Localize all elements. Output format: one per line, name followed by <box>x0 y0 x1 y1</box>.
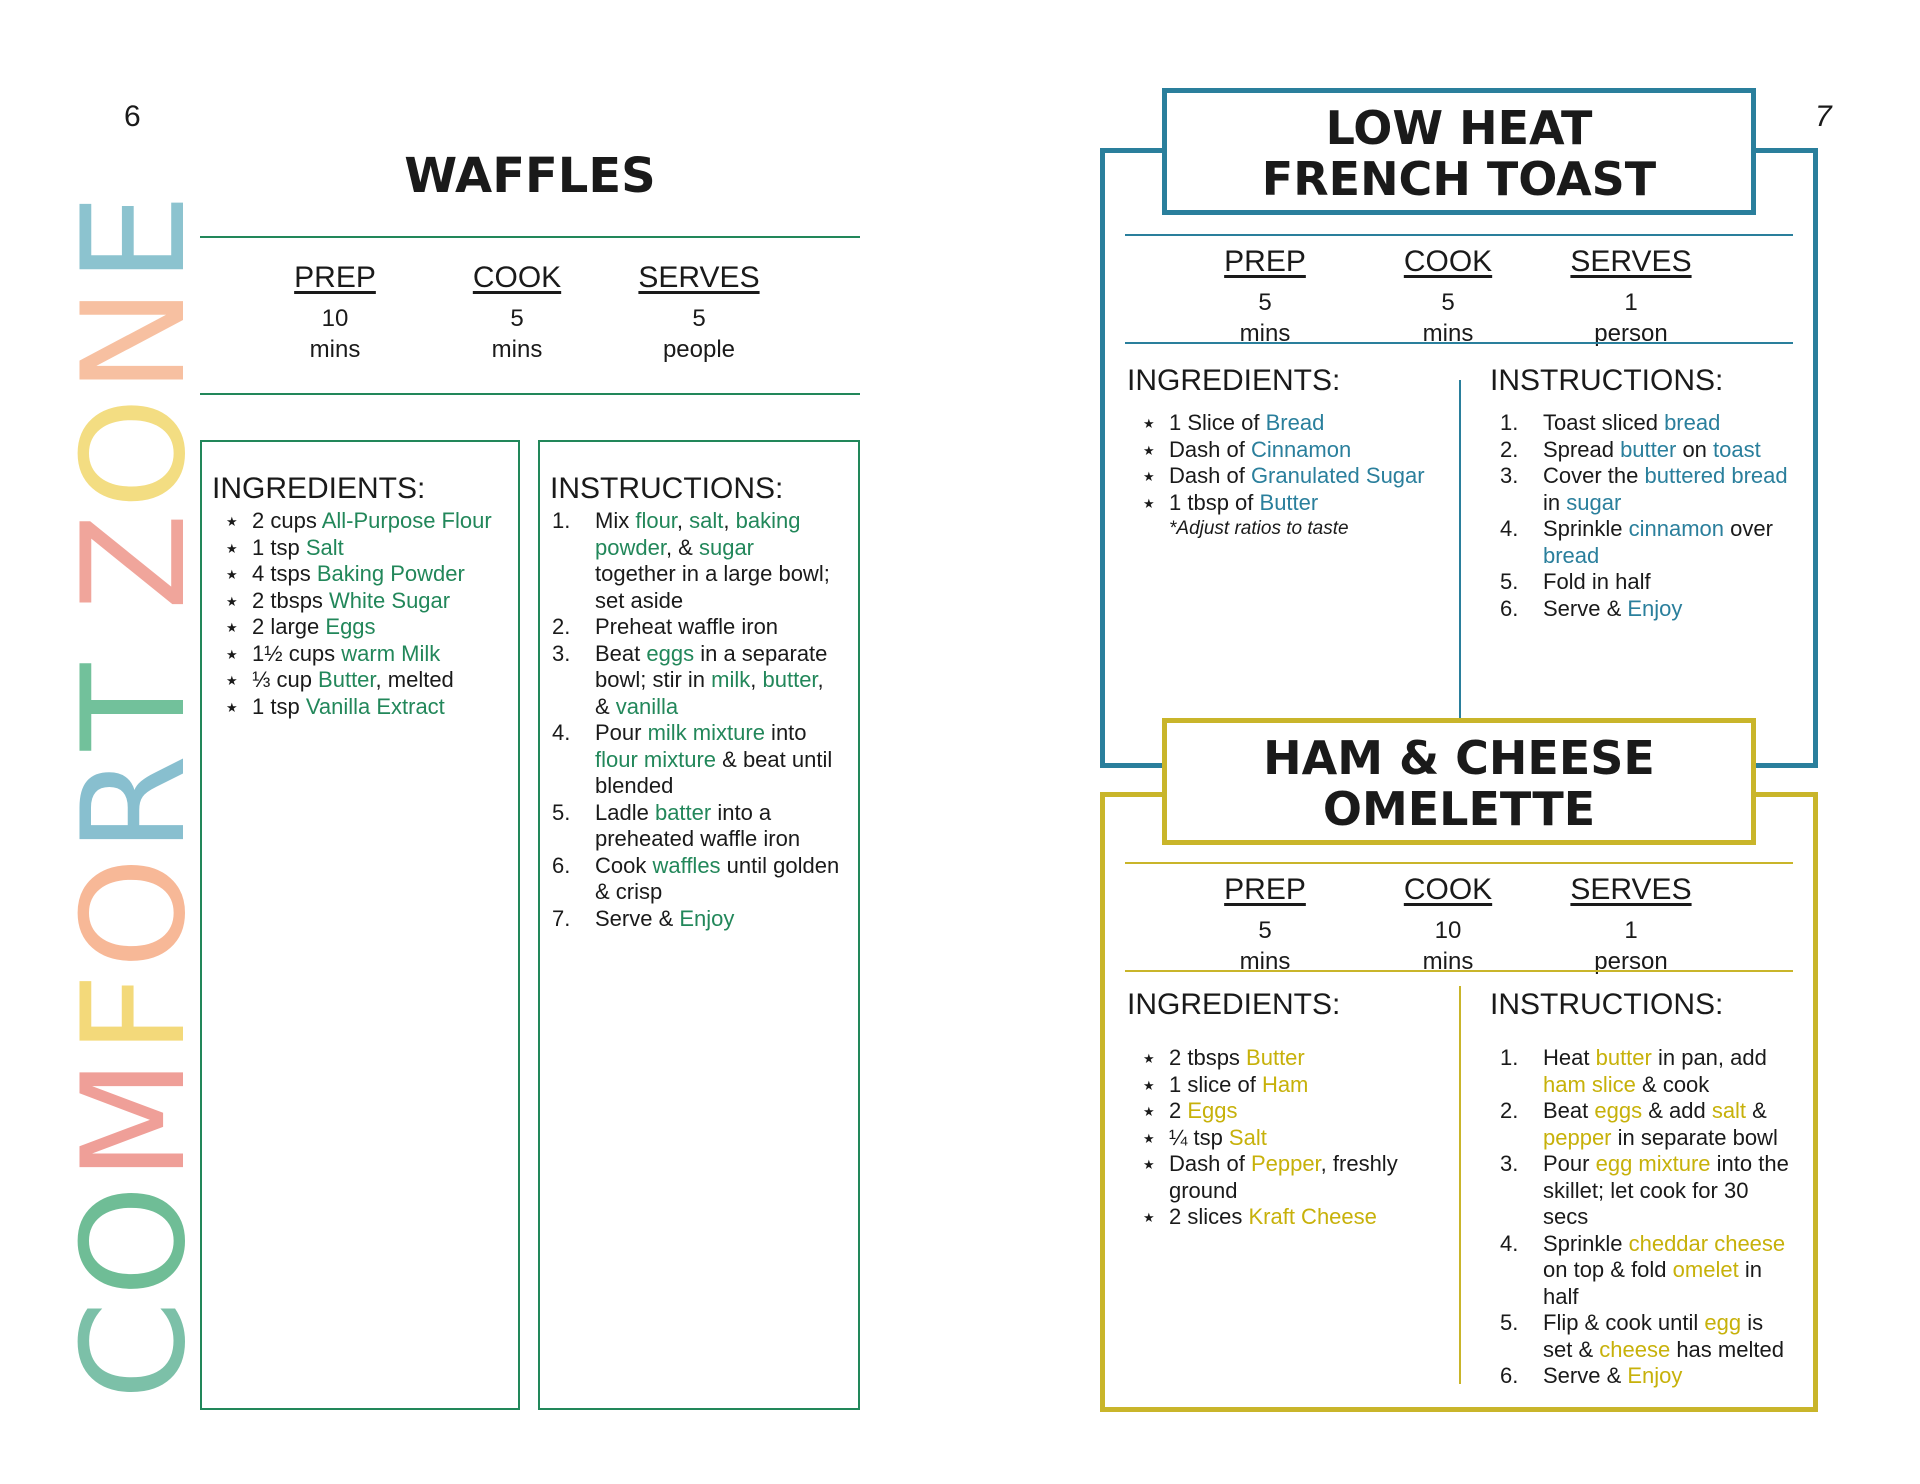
text-segment: Pour <box>595 720 648 745</box>
text-segment: & cook <box>1635 1071 1710 1097</box>
text-segment: Dash of <box>1169 463 1251 488</box>
instruction-step <box>1488 1098 1798 1151</box>
highlighted-term: cheese <box>1599 1336 1671 1362</box>
text-segment: on <box>1676 436 1714 462</box>
highlighted-term: salt <box>1711 1098 1747 1123</box>
meta-unit: people <box>662 336 736 364</box>
text-segment: in a separate bowl; stir in <box>595 640 828 692</box>
text-segment: Cover the <box>1543 463 1645 488</box>
meta-value: 10 <box>1434 917 1462 944</box>
meta-unit: mins <box>1422 320 1474 348</box>
ingredient-item <box>210 641 510 668</box>
meta-cook <box>1383 870 1513 977</box>
step-number: 6. <box>1500 1363 1519 1388</box>
text-segment: , & <box>595 667 824 719</box>
meta-serves <box>634 258 764 365</box>
meta-unit: mins <box>1239 948 1291 976</box>
highlighted-term: salt <box>689 508 724 533</box>
meta-value: 5 <box>1441 289 1455 316</box>
meta-unit: mins <box>309 336 361 364</box>
instruction-step <box>1488 410 1788 437</box>
highlighted-term: Enjoy <box>679 905 735 931</box>
text-segment: in separate bowl <box>1611 1124 1778 1150</box>
highlighted-term: Enjoy <box>1627 1363 1683 1388</box>
highlighted-term: Salt <box>305 534 344 560</box>
text-segment: on top & fold <box>1543 1257 1673 1282</box>
text-segment: Mix <box>595 508 636 533</box>
meta-label: PREP <box>294 261 376 294</box>
meta-value: 1 <box>1624 917 1638 944</box>
waffles-instructions-box <box>538 440 860 1410</box>
ingredients-heading: INGREDIENTS: <box>1127 364 1341 397</box>
step-number: 3. <box>1500 463 1519 488</box>
meta-prep <box>270 258 400 365</box>
highlighted-term: Kraft Cheese <box>1248 1204 1377 1229</box>
highlighted-term: Salt <box>1228 1124 1267 1150</box>
ingredients-list <box>1127 410 1447 543</box>
instruction-step <box>1488 437 1788 464</box>
text-segment: , <box>723 508 736 533</box>
instruction-step <box>1488 1231 1798 1311</box>
instruction-step <box>1488 596 1788 623</box>
text-segment: 2 <box>1169 1098 1188 1123</box>
meta-prep <box>1200 870 1330 977</box>
instructions-heading: INSTRUCTIONS: <box>1490 988 1724 1021</box>
highlighted-term: Granulated Sugar <box>1250 463 1425 488</box>
highlighted-term: Enjoy <box>1627 595 1683 621</box>
ingredient-item <box>1127 1125 1447 1152</box>
instruction-step <box>1488 516 1788 569</box>
step-number: 6. <box>1500 595 1519 621</box>
step-number: 3. <box>1500 1151 1519 1176</box>
text-segment: into the skillet; let cook for 30 secs <box>1543 1151 1789 1229</box>
meta-label: COOK <box>1403 245 1493 278</box>
highlighted-term: All-Purpose Flour <box>321 508 492 533</box>
text-segment: Serve & <box>1543 1363 1628 1388</box>
ingredient-item <box>210 561 510 588</box>
text-segment: 1 tsp <box>252 534 306 560</box>
instruction-step <box>540 641 840 721</box>
highlighted-term: warm Milk <box>341 640 441 666</box>
recipe-title-line1: HAM & CHEESE <box>1263 731 1655 785</box>
ingredient-item <box>1127 1045 1447 1072</box>
instruction-step <box>540 800 840 853</box>
text-segment: , & <box>665 534 699 560</box>
vertical-title-letter: Z <box>52 509 217 611</box>
step-number: 1. <box>1500 1045 1519 1070</box>
text-segment: into <box>764 720 807 745</box>
highlighted-term: Butter <box>318 667 376 692</box>
ingredient-item <box>1127 463 1447 490</box>
recipe-title-line2: FRENCH TOAST <box>1261 151 1657 206</box>
text-segment: Beat <box>595 640 647 666</box>
text-segment: Spread <box>1543 436 1621 462</box>
highlighted-term: sugar <box>1566 489 1622 515</box>
ingredient-item <box>210 614 510 641</box>
highlighted-term: bread <box>1543 542 1600 568</box>
text-segment: Serve & <box>1543 595 1628 621</box>
instructions-list <box>1488 410 1788 622</box>
vertical-title-letter: C <box>52 1296 217 1400</box>
highlighted-term: waffles <box>652 852 721 878</box>
step-number: 5. <box>552 799 571 825</box>
divider <box>1125 970 1793 972</box>
text-segment: Dash of <box>1169 436 1251 462</box>
ingredient-item <box>210 535 510 562</box>
text-segment: Ladle <box>595 799 655 825</box>
instructions-list <box>1488 1045 1798 1390</box>
ingredient-item <box>1127 490 1447 517</box>
meta-cook <box>452 258 582 365</box>
page-number-right: 7 <box>1815 100 1832 133</box>
meta-unit: mins <box>1239 320 1291 348</box>
divider <box>200 393 860 395</box>
highlighted-term: Eggs <box>1187 1098 1238 1123</box>
text-segment: 4 tsps <box>252 561 317 586</box>
text-segment: into a preheated waffle iron <box>595 799 801 851</box>
text-segment: in half <box>1543 1257 1762 1309</box>
highlighted-term: Ham <box>1261 1071 1309 1097</box>
instruction-step <box>540 853 840 906</box>
instruction-step <box>1488 1151 1798 1231</box>
highlighted-term: butter <box>1595 1045 1652 1070</box>
text-segment: Beat <box>1543 1098 1595 1123</box>
french-toast-title-box <box>1162 88 1756 215</box>
highlighted-term: buttered bread <box>1644 463 1788 488</box>
meta-unit: person <box>1594 948 1668 976</box>
step-number: 4. <box>1500 516 1519 541</box>
recipe-title-line2: OMELETTE <box>1322 781 1596 836</box>
step-number: 1. <box>552 508 571 533</box>
highlighted-term: milk <box>711 667 751 692</box>
instruction-step <box>540 508 840 614</box>
meta-value: 5 <box>1258 289 1272 316</box>
highlighted-term: cinnamon <box>1628 516 1724 541</box>
meta-label: SERVES <box>1570 245 1692 278</box>
text-segment: ¼ tsp <box>1169 1124 1229 1150</box>
highlighted-term: Baking Powder <box>316 561 465 586</box>
text-segment: , <box>676 508 690 533</box>
highlighted-term: pepper <box>1543 1124 1612 1150</box>
text-segment: 2 tbsps <box>252 587 330 613</box>
text-segment: 1 slice of <box>1169 1071 1262 1097</box>
vertical-title-letter: M <box>52 1054 217 1182</box>
instruction-step <box>540 906 840 933</box>
text-segment: , freshly ground <box>1169 1151 1398 1203</box>
step-number: 4. <box>1500 1230 1519 1256</box>
highlighted-term: egg <box>1704 1310 1742 1335</box>
waffles-ingredients-box <box>200 440 520 1410</box>
text-segment: 2 large <box>252 614 326 639</box>
highlighted-term: Butter <box>1259 489 1319 515</box>
highlighted-term: egg mixture <box>1595 1151 1711 1176</box>
step-number: 1. <box>1500 410 1519 435</box>
text-segment: & <box>1746 1098 1767 1123</box>
text-segment: 2 slices <box>1169 1204 1249 1229</box>
instruction-step <box>1488 1310 1798 1363</box>
text-segment: together in a large bowl; set aside <box>595 561 830 613</box>
ingredient-item <box>1127 1204 1447 1231</box>
text-segment: 2 cups <box>252 508 322 533</box>
ingredient-item <box>210 508 510 535</box>
text-segment: & add <box>1642 1098 1712 1123</box>
divider <box>1125 342 1793 344</box>
highlighted-term: batter <box>654 799 712 825</box>
instructions-heading: INSTRUCTIONS: <box>550 472 784 505</box>
ingredient-item <box>1127 410 1447 437</box>
instruction-step <box>540 614 840 641</box>
text-segment: , <box>750 667 763 692</box>
meta-label: PREP <box>1224 873 1306 906</box>
highlighted-term: bread <box>1664 410 1721 435</box>
text-segment: Flip & cook until <box>1543 1310 1705 1335</box>
text-segment: , melted <box>375 667 454 692</box>
highlighted-term: Vanilla Extract <box>305 693 445 719</box>
column-divider <box>1459 986 1461 1384</box>
divider <box>1125 234 1793 236</box>
meta-value: 5 <box>510 305 524 332</box>
meta-unit: mins <box>1422 948 1474 976</box>
ingredient-item <box>1127 437 1447 464</box>
text-segment: Serve & <box>595 905 680 931</box>
instruction-step <box>1488 1045 1798 1098</box>
meta-value: 1 <box>1624 289 1638 316</box>
text-segment: Toast sliced <box>1543 410 1665 435</box>
recipe-title-waffles: WAFFLES <box>404 148 656 204</box>
step-number: 7. <box>552 905 571 931</box>
ingredient-item <box>1127 1098 1447 1125</box>
instruction-step <box>1488 1363 1798 1390</box>
vertical-title-letter: R <box>52 750 217 854</box>
ingredients-heading: INGREDIENTS: <box>1127 988 1341 1021</box>
highlighted-term: Butter <box>1246 1045 1305 1070</box>
highlighted-term: eggs <box>1594 1098 1643 1123</box>
ingredients-heading: INGREDIENTS: <box>212 472 426 505</box>
text-segment: Heat <box>1543 1045 1596 1070</box>
highlighted-term: milk mixture <box>647 720 765 745</box>
vertical-title-letter: O <box>52 1181 217 1297</box>
recipe-title-line1: LOW HEAT <box>1325 101 1593 155</box>
meta-value: 10 <box>321 305 349 332</box>
divider <box>200 236 860 238</box>
omelette-title-box <box>1162 718 1756 845</box>
meta-value: 5 <box>1258 917 1272 944</box>
meta-label: SERVES <box>638 261 760 294</box>
text-segment: Sprinkle <box>1543 516 1629 541</box>
highlighted-term: eggs <box>646 640 695 666</box>
highlighted-term: vanilla <box>615 693 679 719</box>
text-segment: 1 tsp <box>252 693 306 719</box>
divider <box>1125 862 1793 864</box>
text-segment: Dash of <box>1169 1151 1251 1176</box>
ingredient-item <box>1127 1072 1447 1099</box>
instructions-heading: INSTRUCTIONS: <box>1490 364 1724 397</box>
step-number: 2. <box>552 614 571 639</box>
vertical-title-letter <box>64 611 206 660</box>
ingredient-note: *Adjust ratios to taste <box>1169 518 1349 539</box>
highlighted-term: ham slice <box>1543 1071 1636 1097</box>
text-segment: 1 Slice of <box>1169 410 1266 435</box>
step-number: 2. <box>1500 436 1519 462</box>
instruction-step <box>540 720 840 800</box>
text-segment: has melted <box>1670 1336 1784 1362</box>
vertical-title-letter: E <box>52 189 217 284</box>
instructions-list <box>540 508 840 932</box>
meta-label: PREP <box>1224 245 1306 278</box>
highlighted-term: sugar <box>698 534 755 560</box>
meta-label: COOK <box>472 261 562 294</box>
vertical-title-letter: F <box>52 968 217 1055</box>
step-number: 5. <box>1500 1310 1519 1335</box>
text-segment: Sprinkle <box>1543 1230 1629 1256</box>
text-segment: 2 tbsps <box>1169 1045 1247 1070</box>
highlighted-term: Cinnamon <box>1250 436 1352 462</box>
vertical-title-comfort-zone <box>52 180 217 1400</box>
meta-unit: person <box>1594 320 1668 348</box>
ingredient-item <box>210 667 510 694</box>
text-segment: over <box>1723 516 1773 541</box>
vertical-title-letter: N <box>52 283 217 394</box>
step-number: 4. <box>552 720 571 745</box>
text-segment: ⅓ cup <box>252 667 319 692</box>
waffles-meta <box>270 258 816 365</box>
meta-prep <box>1200 242 1330 349</box>
instruction-step <box>1488 463 1788 516</box>
ingredients-list <box>210 508 510 720</box>
meta-label: SERVES <box>1570 873 1692 906</box>
ingredients-list <box>1127 1045 1447 1231</box>
ingredient-item <box>210 588 510 615</box>
highlighted-term: Pepper <box>1250 1151 1321 1176</box>
column-divider <box>1459 380 1461 718</box>
meta-serves <box>1566 242 1696 349</box>
omelette-meta <box>1200 870 1749 977</box>
text-segment: & beat until blended <box>595 746 833 798</box>
text-segment: Preheat waffle iron <box>595 614 779 639</box>
highlighted-term: Eggs <box>325 614 376 639</box>
step-number: 5. <box>1500 569 1519 594</box>
highlighted-term: omelet <box>1672 1257 1739 1282</box>
step-number: 3. <box>552 640 571 666</box>
text-segment: in <box>1543 489 1567 515</box>
text-segment: 1½ cups <box>252 640 342 666</box>
meta-serves <box>1566 870 1696 977</box>
step-number: 6. <box>552 852 571 878</box>
highlighted-term: butter <box>762 667 818 692</box>
ingredient-item <box>1127 1151 1447 1204</box>
instruction-step <box>1488 569 1788 596</box>
highlighted-term: flour <box>635 508 677 533</box>
highlighted-term: butter <box>1620 436 1677 462</box>
highlighted-term: flour mixture <box>595 746 717 772</box>
meta-cook <box>1383 242 1513 349</box>
highlighted-term: toast <box>1713 436 1761 462</box>
page-number-left: 6 <box>124 100 141 133</box>
meta-value: 5 <box>692 305 706 332</box>
text-segment: is set & <box>1543 1310 1764 1362</box>
text-segment: until golden & crisp <box>595 852 840 904</box>
meta-label: COOK <box>1403 873 1493 906</box>
text-segment: in pan, add <box>1651 1045 1767 1070</box>
text-segment: Pour <box>1543 1151 1596 1176</box>
highlighted-term: cheddar cheese <box>1628 1230 1786 1256</box>
step-number: 2. <box>1500 1098 1519 1123</box>
text-segment: 1 tbsp of <box>1169 489 1260 515</box>
french-toast-meta <box>1200 242 1749 349</box>
highlighted-term: White Sugar <box>329 587 451 613</box>
vertical-title-letter: O <box>52 393 217 510</box>
highlighted-term: Bread <box>1265 410 1325 435</box>
vertical-title-letter: T <box>52 659 217 751</box>
vertical-title-letter: O <box>52 853 217 969</box>
meta-unit: mins <box>491 336 543 364</box>
text-segment: Fold in half <box>1543 569 1651 594</box>
ingredient-item <box>210 694 510 721</box>
highlighted-term: baking powder <box>595 508 801 560</box>
text-segment: Cook <box>595 852 653 878</box>
